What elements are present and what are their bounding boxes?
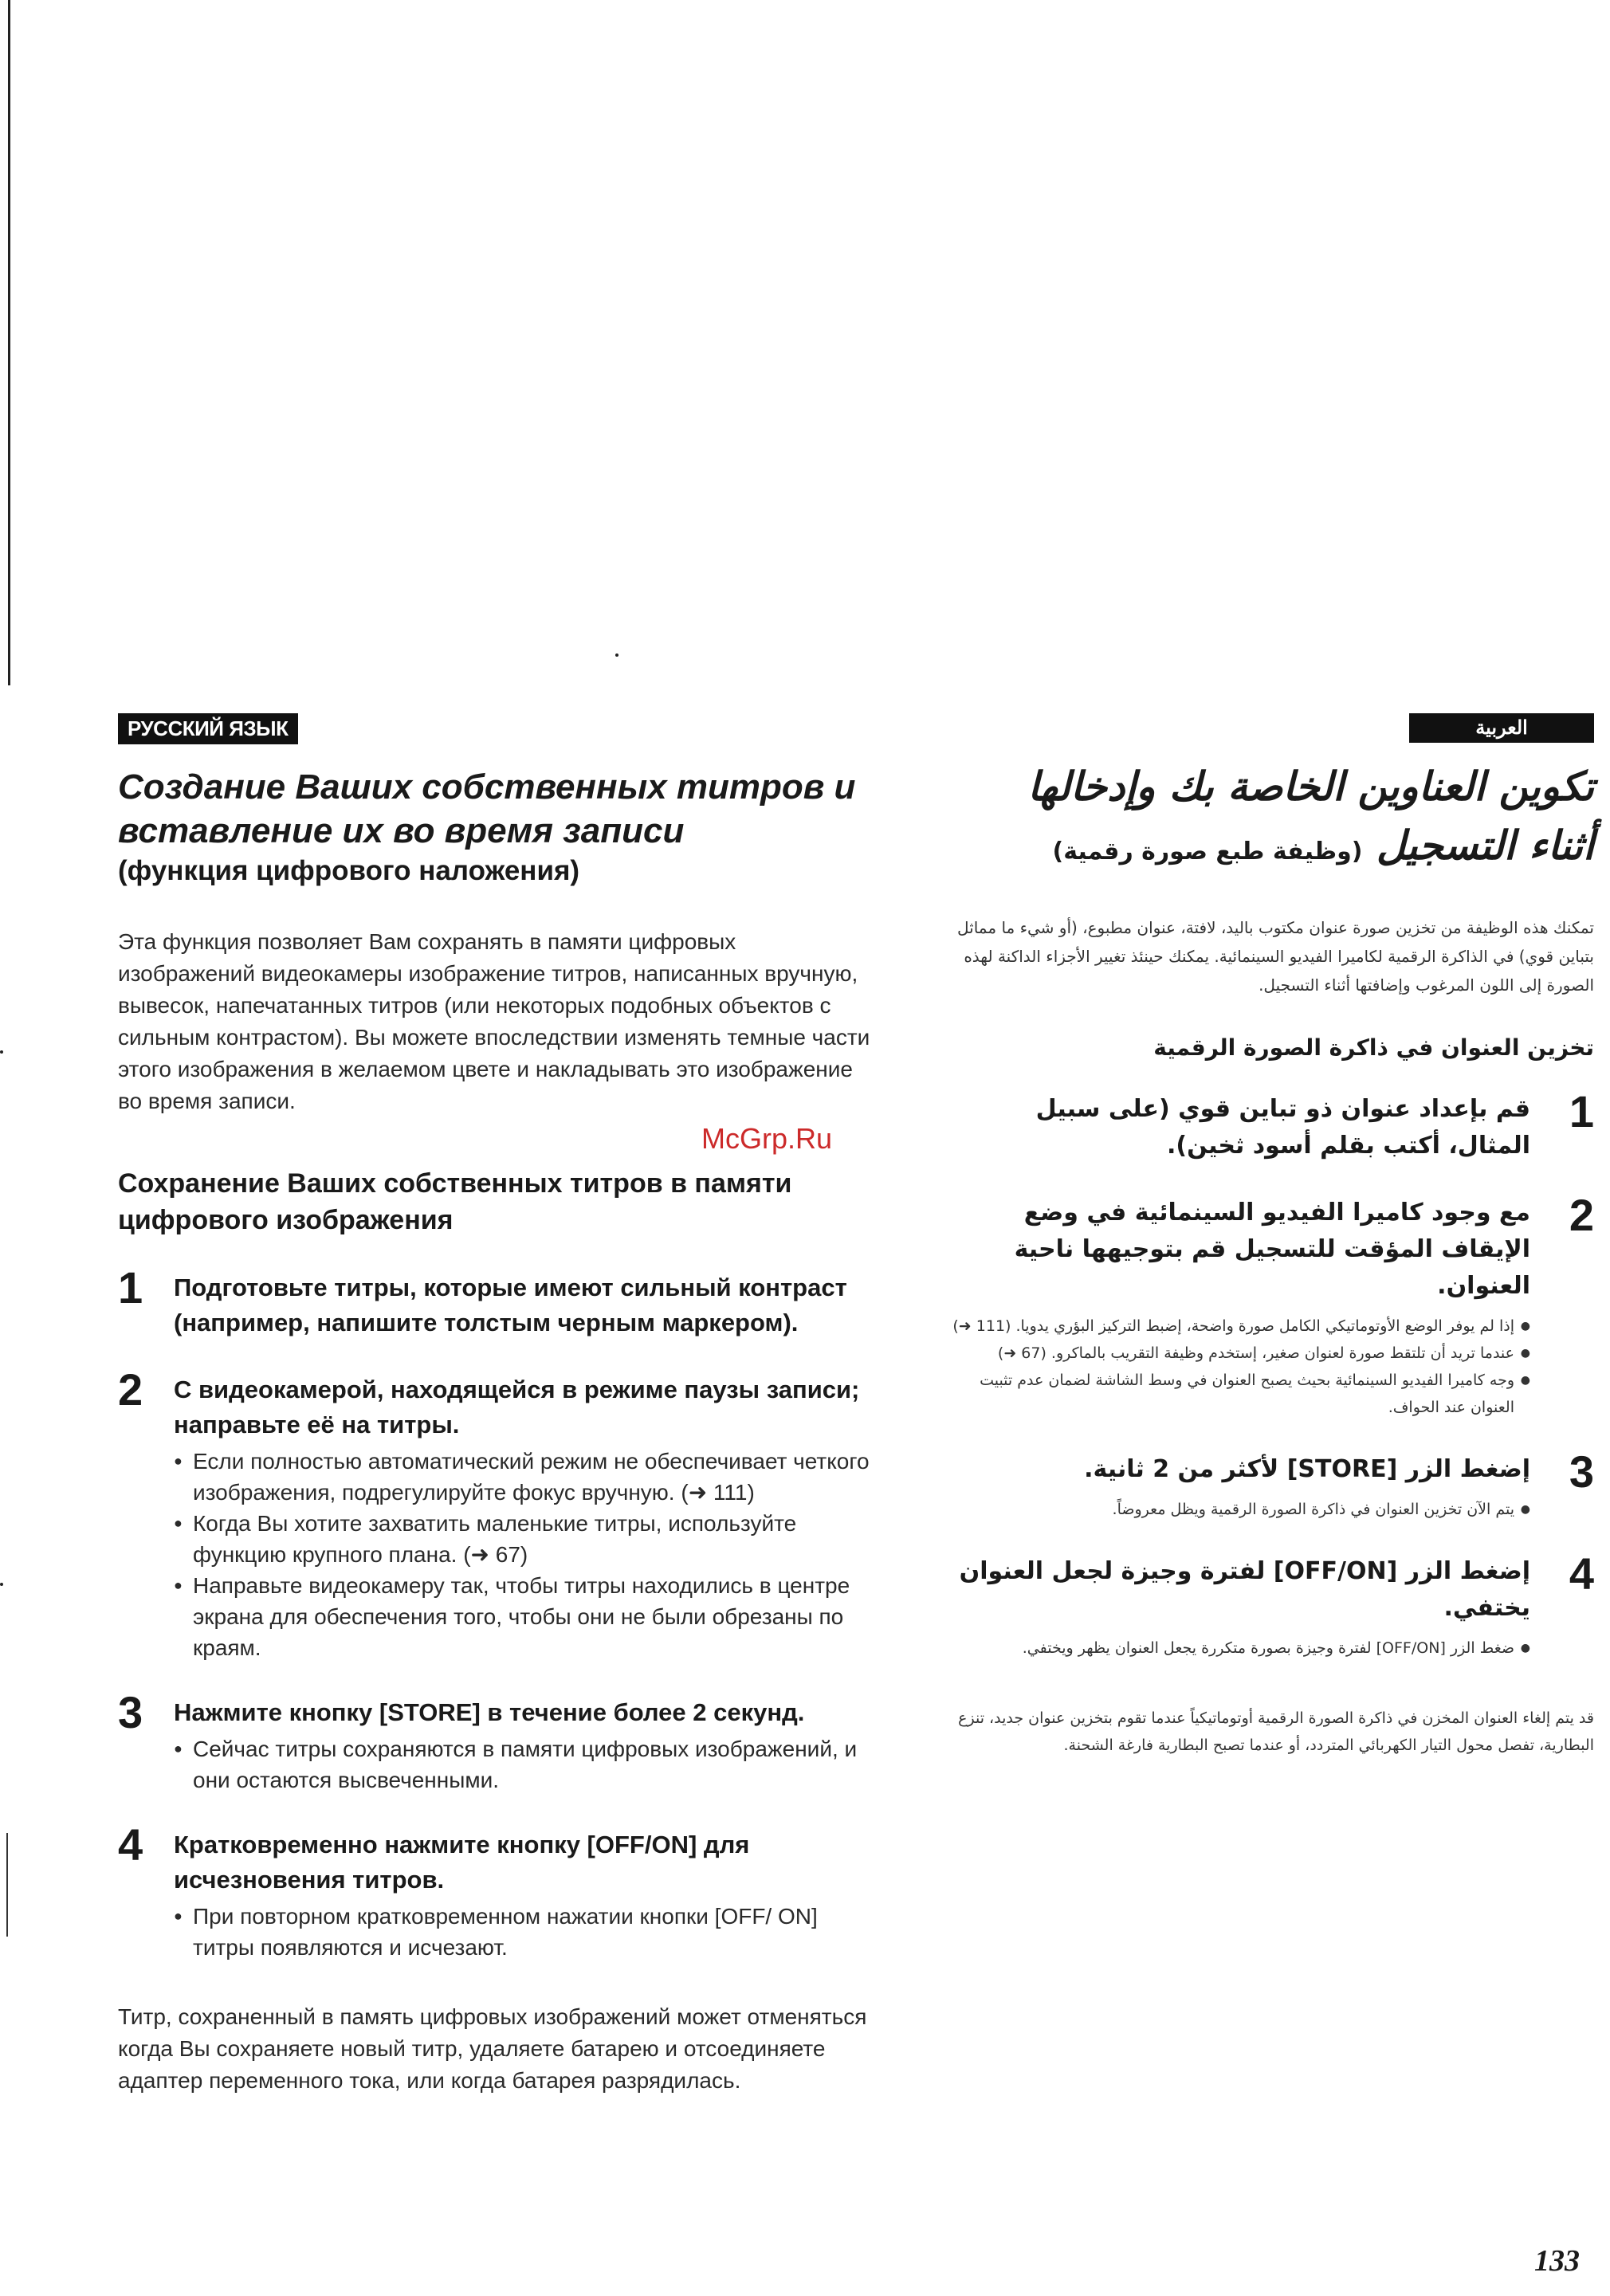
step-title: Подготовьте титры, которые имеют сильный контраст (например, напишите толстым черным маркером).	[174, 1274, 847, 1336]
arabic-title-line2: أثناء التسجيل	[1376, 822, 1594, 869]
bullet-item: ● ضغط الزر [OFF/ON] لفترة وجيزة بصورة متكررة يجعل العنوان يظهر ويختفي.	[948, 1635, 1530, 1662]
russian-column	[118, 713, 875, 2097]
russian-title-line1: Создание Ваших собственных титров и	[118, 767, 856, 807]
arabic-section-title: تخزين العنوان في ذاكرة الصورة الرقمية	[1153, 1034, 1594, 1061]
step-bullets	[174, 1733, 875, 1796]
arabic-step-3	[948, 1446, 1594, 1523]
bullet-item: ● При повторном кратковременном нажатии кнопки [OFF/ ON] титры появляются и исчезают.	[174, 1901, 875, 1963]
bullet-item: ● إذا لم يوفر الوضع الأوتوماتيكي الكامل صورة واضحة، إضبط التركيز البؤري يدويا. (111 ➜)	[948, 1313, 1530, 1340]
arabic-column	[948, 713, 1594, 1759]
margin-dot	[0, 1583, 3, 1586]
arabic-subtitle: (وظيفة طبع صورة رقمية)	[1052, 838, 1363, 865]
step-number: 1	[118, 1262, 143, 1313]
step-number: 2	[118, 1364, 143, 1415]
step-number: 4	[118, 1819, 143, 1870]
russian-step-4	[118, 1819, 875, 1963]
arabic-step-4	[948, 1548, 1594, 1662]
step-bullets	[174, 1901, 875, 1963]
bullet-item: ● Направьте видеокамеру так, чтобы титры находились в центре экрана для обеспечения того, чтобы они не были обрезаны по краям.	[174, 1570, 875, 1663]
bullet-item: ● Сейчас титры сохраняются в памяти цифровых изображений, и они остаются высвеченными.	[174, 1733, 875, 1796]
watermark-text: McGrp.Ru	[701, 1122, 833, 1155]
margin-tick	[6, 1833, 8, 1937]
russian-language-badge: РУССКИЙ ЯЗЫК	[118, 713, 298, 744]
arabic-intro-paragraph: تمكنك هذه الوظيفة من تخزين صورة عنوان مكتوب باليد، لافتة، عنوان مطبوع، (أو شيء ما مماثل بتباين قوي) في الذاكرة الرقمية لكاميرا الفيديو السينمائية. يمكنك حينئذ تغيير الأجزاء الداكنة لهذه الصورة إلى اللون المرغوب وإضافتها أثناء التسجيل.	[957, 918, 1594, 995]
arabic-note: قد يتم إلغاء العنوان المخزن في ذاكرة الصورة الرقمية أوتوماتيكياً عندما تقوم بتخزين عنوان جديد، تنزع البطارية، تفصل محول التيار الكهربائي المتردد، أو عندما تصبح البطارية فارغة الشحنة.	[958, 1709, 1594, 1754]
bullet-item: ● Когда Вы хотите захватить маленькие титры, используйте функцию крупного плана. (➜ 67)	[174, 1508, 875, 1570]
step-bullets	[174, 1446, 875, 1663]
arabic-step-1	[948, 1086, 1594, 1164]
russian-step-1	[118, 1262, 875, 1340]
russian-step-3	[118, 1687, 875, 1796]
step-bullets	[948, 1496, 1530, 1523]
scan-speck	[615, 653, 618, 657]
step-number: 3	[118, 1687, 143, 1737]
step-title: إضغط الزر [OFF/ON] لفترة وجيزة لجعل العنوان يختفي.	[959, 1557, 1530, 1622]
russian-step-2	[118, 1364, 875, 1663]
bullet-item: ● Если полностью автоматический режим не обеспечивает четкого изображения, подрегулируйте фокус вручную. (➜ 111)	[174, 1446, 875, 1508]
step-number: 4	[1569, 1548, 1594, 1599]
russian-subtitle: (функция цифрового наложения)	[118, 855, 580, 886]
step-title: مع وجود كاميرا الفيديو السينمائية في وضع الإيقاف المؤقت للتسجيل قم بتوجيهها ناحية العنوان.	[1014, 1199, 1530, 1300]
arabic-step-2	[948, 1190, 1594, 1421]
step-title: С видеокамерой, находящейся в режиме паузы записи; направьте её на титры.	[174, 1376, 860, 1438]
step-bullets	[948, 1635, 1530, 1662]
russian-intro-paragraph: Эта функция позволяет Вам сохранять в памяти цифровых изображений видеокамеры изображение титров, написанных вручную, вывесок, напечатанных титров (или некоторых подобных объектов с сильным контрастом). Вы можете впоследствии изменять темные части этого изображения в желаемом цвете и накладывать это изображение во время записи.	[118, 929, 870, 1113]
russian-note: Титр, сохраненный в память цифровых изображений может отменяться когда Вы сохраняете новый титр, удаляете батарею и отсоединяете адаптер переменного тока, или когда батарея разрядилась.	[118, 2004, 867, 2093]
arabic-title	[948, 757, 1594, 881]
page-number: 133	[1534, 2244, 1580, 2278]
bullet-item: ● وجه كاميرا الفيديو السينمائية بحيث يصبح العنوان في وسط الشاشة لضمان عدم تثبيت العنوان عند الحواف.	[948, 1367, 1530, 1421]
arabic-badge-wrap	[948, 713, 1594, 743]
arabic-language-badge: العربية	[1409, 713, 1594, 743]
left-margin-rule	[8, 0, 10, 685]
step-number: 1	[1569, 1086, 1594, 1136]
step-title: قم بإعداد عنوان ذو تباين قوي (على سبيل المثال، أكتب بقلم أسود ثخين).	[1035, 1095, 1530, 1160]
russian-section-title: Сохранение Ваших собственных титров в памяти цифрового изображения	[118, 1168, 792, 1235]
step-bullets	[948, 1313, 1530, 1421]
arabic-title-line1: تكوين العناوين الخاصة بك وإدخالها	[1027, 763, 1594, 810]
margin-dot	[0, 1050, 3, 1054]
step-number: 2	[1569, 1190, 1594, 1240]
step-title: Нажмите кнопку [STORE] в течение более 2 секунд.	[174, 1698, 805, 1726]
step-number: 3	[1569, 1446, 1594, 1497]
bullet-item: ● عندما تريد أن تلتقط صورة لعنوان صغير، إستخدم وظيفة التقريب بالماكرو. (67 ➜)	[948, 1340, 1530, 1367]
step-title: إضغط الزر [STORE] لأكثر من 2 ثانية.	[1084, 1455, 1530, 1483]
bullet-item: ● يتم الآن تخزين العنوان في ذاكرة الصورة الرقمية ويظل معروضاً.	[948, 1496, 1530, 1523]
step-title: Кратковременно нажмите кнопку [OFF/ON] для исчезновения титров.	[174, 1831, 750, 1894]
russian-title-line2: вставление их во время записи	[118, 811, 685, 850]
russian-title	[118, 765, 875, 853]
